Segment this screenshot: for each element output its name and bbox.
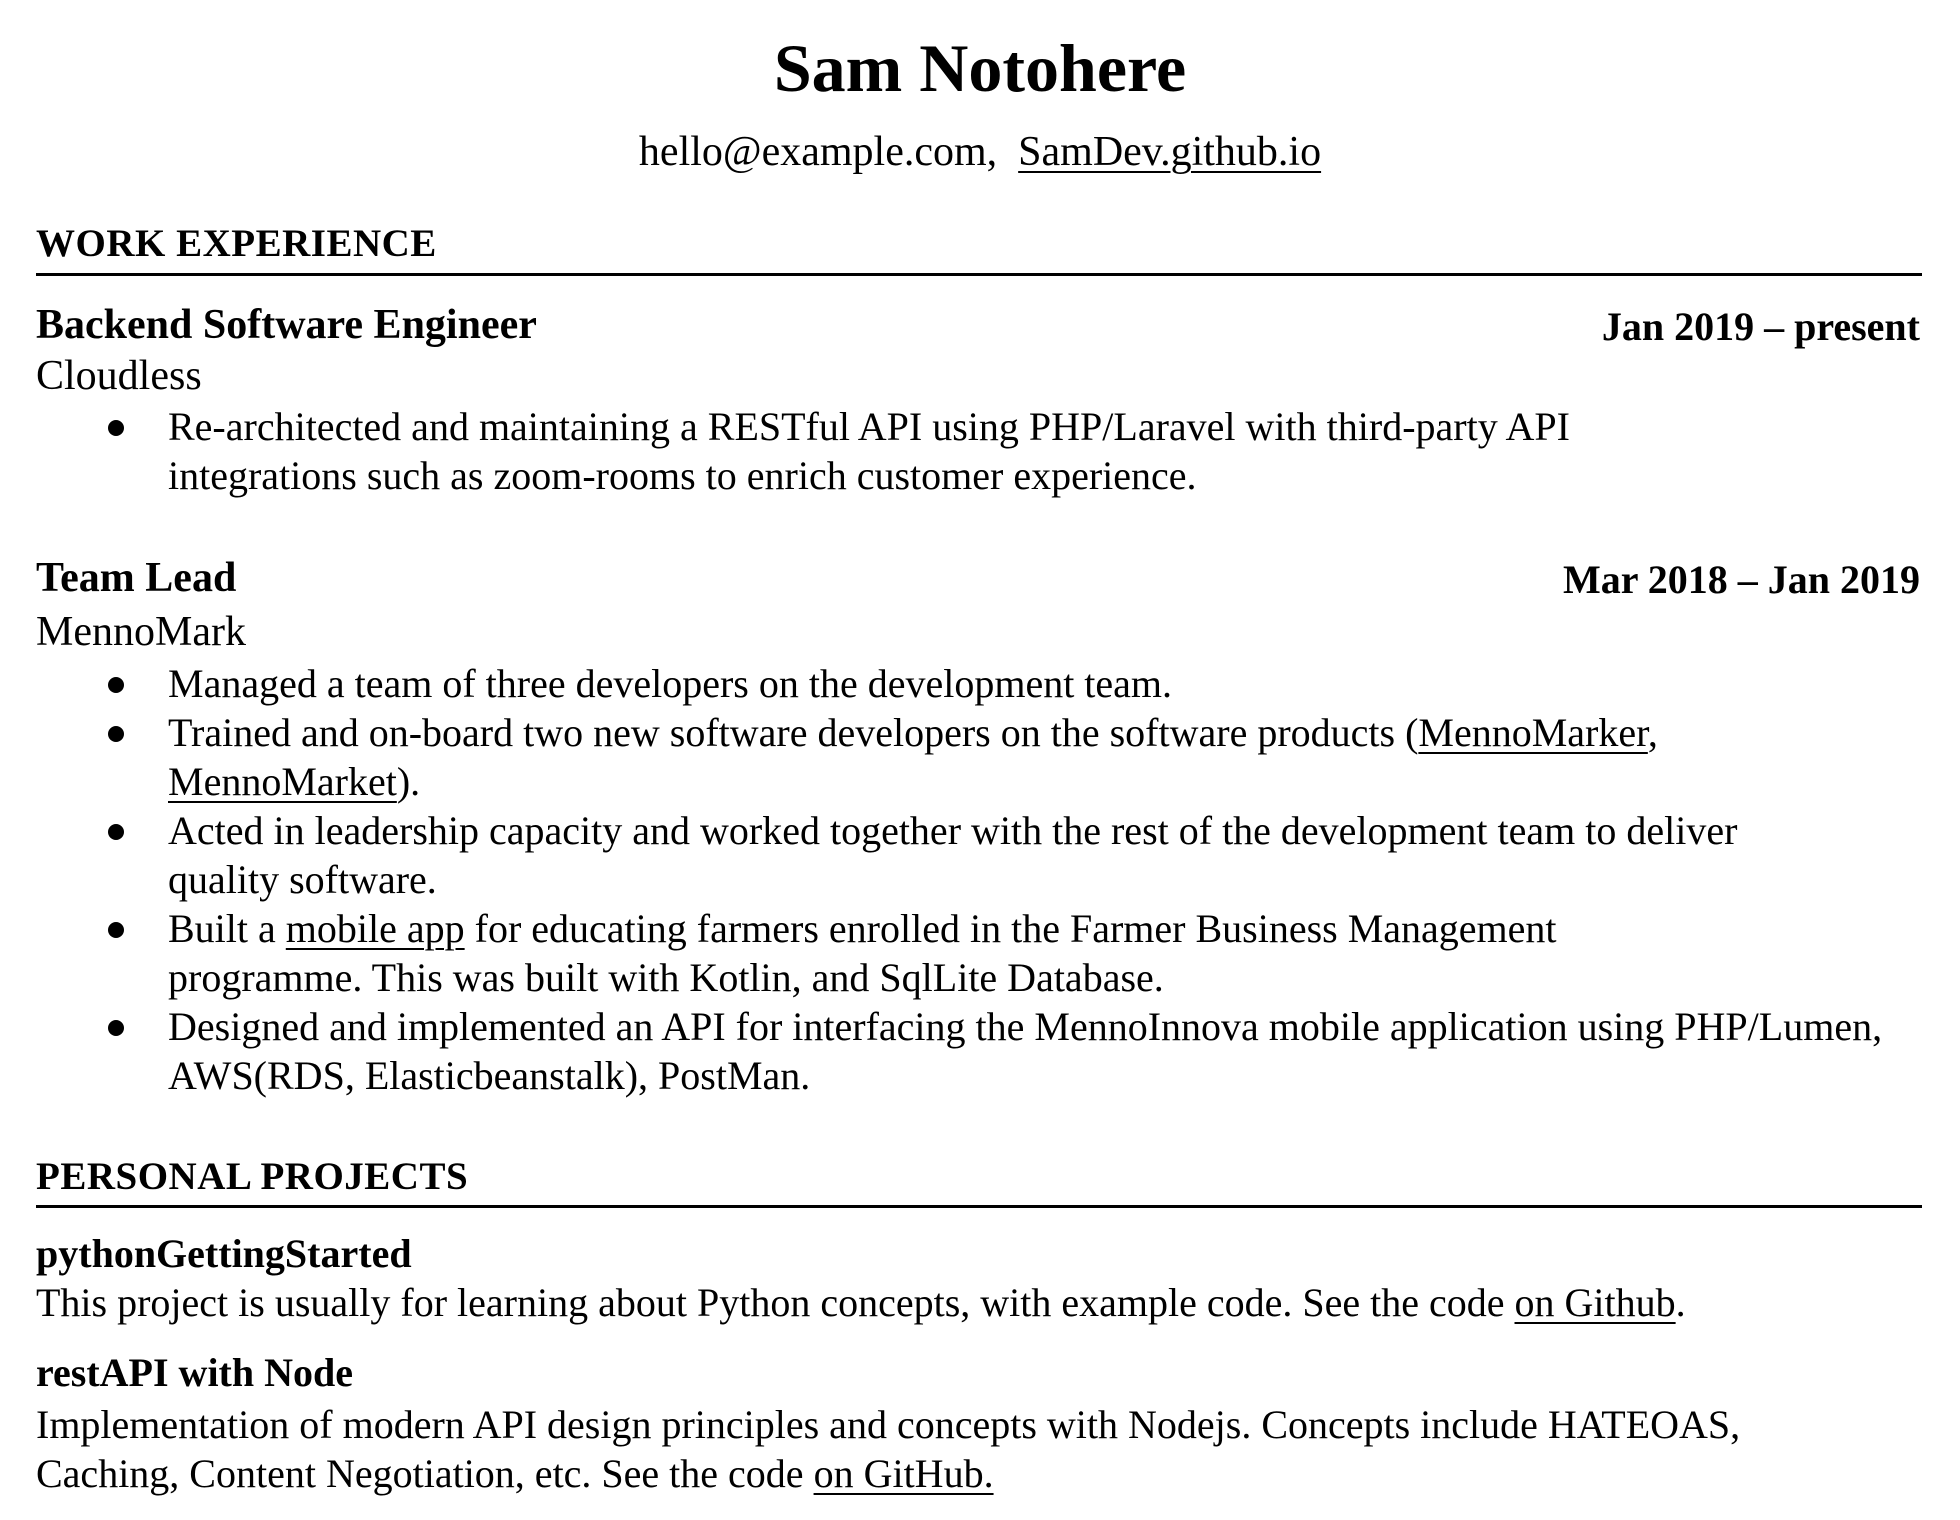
job-dates: Jan 2019 – present: [1601, 304, 1920, 349]
bullet-icon: [108, 922, 124, 938]
job-company: MennoMark: [36, 609, 246, 655]
website-link[interactable]: SamDev.github.io: [1018, 129, 1322, 175]
list-item: Designed and implemented an API for interfacing the MennoInnova mobile application using PHP/Lumen, AWS(RDS, Elasticbeanstalk), PostMan.: [0, 1002, 1900, 1100]
section-divider: [36, 1205, 1922, 1208]
mennomarket-link[interactable]: MennoMarket: [168, 759, 397, 804]
bullet-icon: [108, 677, 124, 693]
job-bullets: [0, 402, 1760, 500]
list-item: Acted in leadership capacity and worked together with the rest of the development team to deliver quality software.: [0, 806, 1900, 904]
project-title: restAPI with Node: [36, 1350, 354, 1395]
github-link[interactable]: on GitHub.: [813, 1451, 994, 1496]
list-item: Trained and on-board two new software developers on the software products (MennoMarker, MennoMarket).: [0, 708, 1900, 806]
list-item: Built a mobile app for educating farmers enrolled in the Farmer Business Management programme. This was built with Kotlin, and SqlLite Database.: [0, 904, 1900, 1002]
bullet-icon: [108, 1020, 124, 1036]
mobile-app-link[interactable]: mobile app: [285, 906, 465, 951]
project-description: Implementation of modern API design principles and concepts with Nodejs. Concepts include HATEOAS, Caching, Content Negotiation, etc. See the code on GitHub.: [36, 1402, 1741, 1496]
job-title: Backend Software Engineer: [36, 302, 537, 348]
job-bullets: [0, 659, 1900, 1100]
job-company: Cloudless: [36, 353, 202, 399]
section-title-work: WORK EXPERIENCE: [36, 222, 437, 265]
project-title: pythonGettingStarted: [36, 1231, 412, 1276]
section-title-projects: PERSONAL PROJECTS: [36, 1155, 469, 1198]
job-dates: Mar 2018 – Jan 2019: [1562, 557, 1920, 602]
mennomarker-link[interactable]: MennoMarker: [1418, 710, 1648, 755]
bullet-icon: [108, 726, 124, 742]
list-item: Re-architected and maintaining a RESTful API using PHP/Laravel with third-party API integrations such as zoom-rooms to enrich customer experience.: [0, 402, 1760, 500]
contact-line: [0, 126, 1960, 178]
project-description: This project is usually for learning about Python concepts, with example code. See the code on Github.: [36, 1280, 1686, 1325]
github-link[interactable]: on Github: [1514, 1280, 1676, 1325]
list-item: Managed a team of three developers on the development team.: [0, 659, 1900, 708]
email-text: hello@example.com,: [638, 129, 998, 175]
section-divider: [36, 273, 1922, 276]
resume-name: Sam Notohere: [773, 30, 1187, 106]
bullet-icon: [108, 420, 124, 436]
bullet-icon: [108, 824, 124, 840]
job-title: Team Lead: [36, 555, 237, 601]
